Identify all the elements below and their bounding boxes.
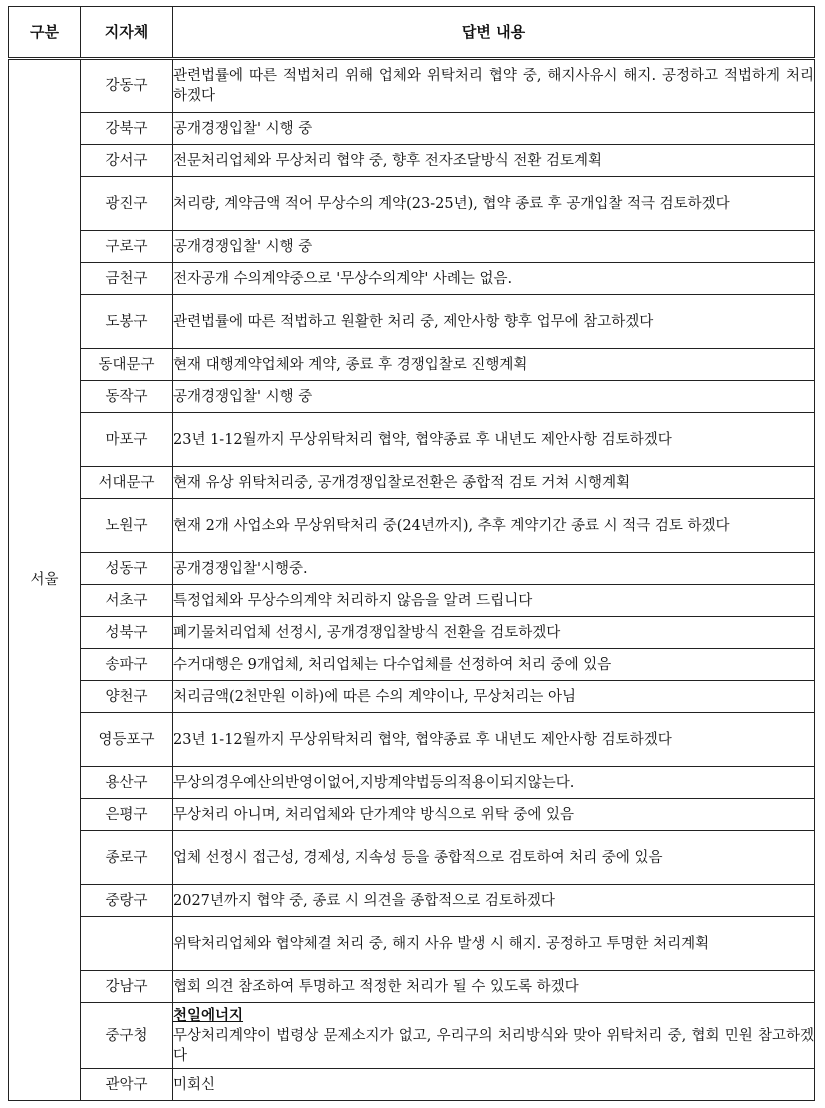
answer-cell: [173, 831, 815, 885]
district-cell: 은평구: [81, 799, 173, 831]
district-cell: 용산구: [81, 767, 173, 799]
table-row: [9, 1003, 815, 1069]
answer-cell: [173, 231, 815, 263]
answer-cell: [173, 799, 815, 831]
answer-cell: [173, 1069, 815, 1101]
table-row: [9, 349, 815, 381]
answer-cell: [173, 1003, 815, 1069]
answer-text: 현재 대행계약업체와 계약, 종료 후 경쟁입찰로 진행계획: [173, 356, 528, 373]
district-cell: 성북구: [81, 617, 173, 649]
district-cell: 중랑구: [81, 885, 173, 917]
district-cell: 마포구: [81, 413, 173, 467]
table-row: [9, 767, 815, 799]
table-row: [9, 681, 815, 713]
answer-text: 공개경쟁입찰' 시행 중: [173, 120, 313, 137]
answer-text: 23년 1-12월까지 무상위탁처리 협약, 협약종료 후 내년도 제안사항 검토하겠다: [173, 431, 672, 448]
table-row: [9, 231, 815, 263]
table-row: [9, 971, 815, 1003]
region-cell: 서울: [9, 59, 81, 1101]
answer-text: 현재 2개 사업소와 무상위탁처리 중(24년까지), 추후 계약기간 종료 시 적극 검토 하겠다: [173, 517, 730, 534]
answer-text: 무상의경우예산의반영이없어,지방계약법등의적용이되지않는다.: [173, 774, 575, 791]
table-row: [9, 713, 815, 767]
answer-text: 무상처리계약이 법령상 문제소지가 없고, 우리구의 처리방식와 맞아 위탁처리 중, 협회 민원 참고하겠다: [173, 1027, 814, 1064]
answer-cell: [173, 145, 815, 177]
table-row: [9, 113, 815, 145]
district-cell: 구로구: [81, 231, 173, 263]
answer-text: 미회신: [173, 1076, 216, 1093]
answer-text: 공개경쟁입찰' 시행 중: [173, 388, 313, 405]
answer-cell: [173, 113, 815, 145]
answer-cell: [173, 553, 815, 585]
answer-cell: [173, 681, 815, 713]
answer-cell: [173, 177, 815, 231]
district-cell: 강서구: [81, 145, 173, 177]
district-cell: 동대문구: [81, 349, 173, 381]
table-row: [9, 553, 815, 585]
district-cell: 종로구: [81, 831, 173, 885]
district-cell: 강남구: [81, 971, 173, 1003]
district-cell: 관악구: [81, 1069, 173, 1101]
answer-cell: [173, 713, 815, 767]
answer-text: 수거대행은 9개업체, 처리업체는 다수업체를 선정하여 처리 중에 있음: [173, 656, 612, 673]
answer-cell: [173, 617, 815, 649]
district-cell: 강북구: [81, 113, 173, 145]
table-row: [9, 617, 815, 649]
district-cell: 동작구: [81, 381, 173, 413]
district-cell: 서대문구: [81, 467, 173, 499]
table-row: [9, 263, 815, 295]
answer-cell: [173, 413, 815, 467]
district-cell: 금천구: [81, 263, 173, 295]
district-cell: 도봉구: [81, 295, 173, 349]
response-table: [8, 6, 815, 1101]
answer-cell: [173, 649, 815, 681]
district-cell: [81, 917, 173, 971]
answer-cell: [173, 349, 815, 381]
table-row: [9, 295, 815, 349]
table-row: [9, 885, 815, 917]
answer-text: 23년 1-12월까지 무상위탁처리 협약, 협약종료 후 내년도 제안사항 검토하겠다: [173, 731, 672, 748]
company-name: 천일에너지: [173, 1006, 244, 1024]
answer-cell: [173, 917, 815, 971]
answer-text: 전자공개 수의계약중으로 '무상수의계약' 사례는 없음.: [173, 270, 513, 287]
answer-text: 무상처리 아니며, 처리업체와 단가계약 방식으로 위탁 중에 있음: [173, 806, 575, 823]
answer-cell: [173, 499, 815, 553]
table-row: [9, 649, 815, 681]
answer-cell: [173, 885, 815, 917]
answer-text: 현재 유상 위탁처리중, 공개경쟁입찰로전환은 종합적 검토 거쳐 시행계획: [173, 474, 631, 491]
answer-cell: [173, 263, 815, 295]
header-category: 구분: [9, 7, 81, 59]
answer-text: 전문처리업체와 무상처리 협약 중, 향후 전자조달방식 전환 검토계획: [173, 152, 603, 169]
header-row: [9, 7, 815, 59]
answer-text: 폐기물처리업체 선정시, 공개경쟁입찰방식 전환을 검토하겠다: [173, 624, 561, 641]
district-cell: 영등포구: [81, 713, 173, 767]
answer-cell: [173, 767, 815, 799]
table-row: [9, 799, 815, 831]
table-row: [9, 413, 815, 467]
table-row: [9, 917, 815, 971]
table-row: [9, 381, 815, 413]
table-row: [9, 145, 815, 177]
district-cell: 서초구: [81, 585, 173, 617]
district-cell: 중구청: [81, 1003, 173, 1069]
answer-text: 공개경쟁입찰' 시행 중: [173, 238, 313, 255]
answer-text: 공개경쟁입찰'시행중.: [173, 560, 308, 577]
district-cell: 강동구: [81, 59, 173, 113]
answer-text: 처리금액(2천만원 이하)에 따른 수의 계약이나, 무상처리는 아님: [173, 688, 576, 705]
table-row: [9, 1069, 815, 1101]
answer-cell: [173, 971, 815, 1003]
table-row: [9, 831, 815, 885]
answer-text: 처리량, 계약금액 적어 무상수의 계약(23-25년), 협약 종료 후 공개입찰 적극 검토하겠다: [173, 195, 730, 212]
table-row: [9, 499, 815, 553]
answer-text: 관련법률에 따른 적법하고 원활한 처리 중, 제안사항 향후 업무에 참고하겠다: [173, 313, 654, 330]
answer-cell: [173, 59, 815, 113]
answer-cell: [173, 467, 815, 499]
answer-cell: [173, 295, 815, 349]
header-district: 지자체: [81, 7, 173, 59]
table-row: [9, 585, 815, 617]
district-cell: 노원구: [81, 499, 173, 553]
district-cell: 송파구: [81, 649, 173, 681]
district-cell: 광진구: [81, 177, 173, 231]
header-answer: 답변 내용: [173, 7, 815, 59]
answer-text: 2027년까지 협약 중, 종료 시 의견을 종합적으로 검토하겠다: [173, 892, 555, 909]
answer-text: 위탁처리업체와 협약체결 처리 중, 해지 사유 발생 시 해지. 공정하고 투명한 처리계획: [173, 935, 710, 952]
answer-text: 협회 의견 참조하여 투명하고 적정한 처리가 될 수 있도록 하겠다: [173, 978, 579, 995]
table-row: [9, 177, 815, 231]
table-body: [9, 59, 815, 1101]
table-row: [9, 59, 815, 113]
district-cell: 성동구: [81, 553, 173, 585]
answer-cell: [173, 381, 815, 413]
answer-text: 업체 선정시 접근성, 경제성, 지속성 등을 종합적으로 검토하여 처리 중에 있음: [173, 849, 663, 866]
answer-text: 특정업체와 무상수의계약 처리하지 않음을 알려 드립니다: [173, 592, 533, 609]
table-row: [9, 467, 815, 499]
answer-text: 관련법률에 따른 적법처리 위해 업체와 위탁처리 협약 중, 해지사유시 해지. 공정하고 적법하게 처리 하겠다: [173, 68, 814, 104]
district-cell: 양천구: [81, 681, 173, 713]
answer-cell: [173, 585, 815, 617]
